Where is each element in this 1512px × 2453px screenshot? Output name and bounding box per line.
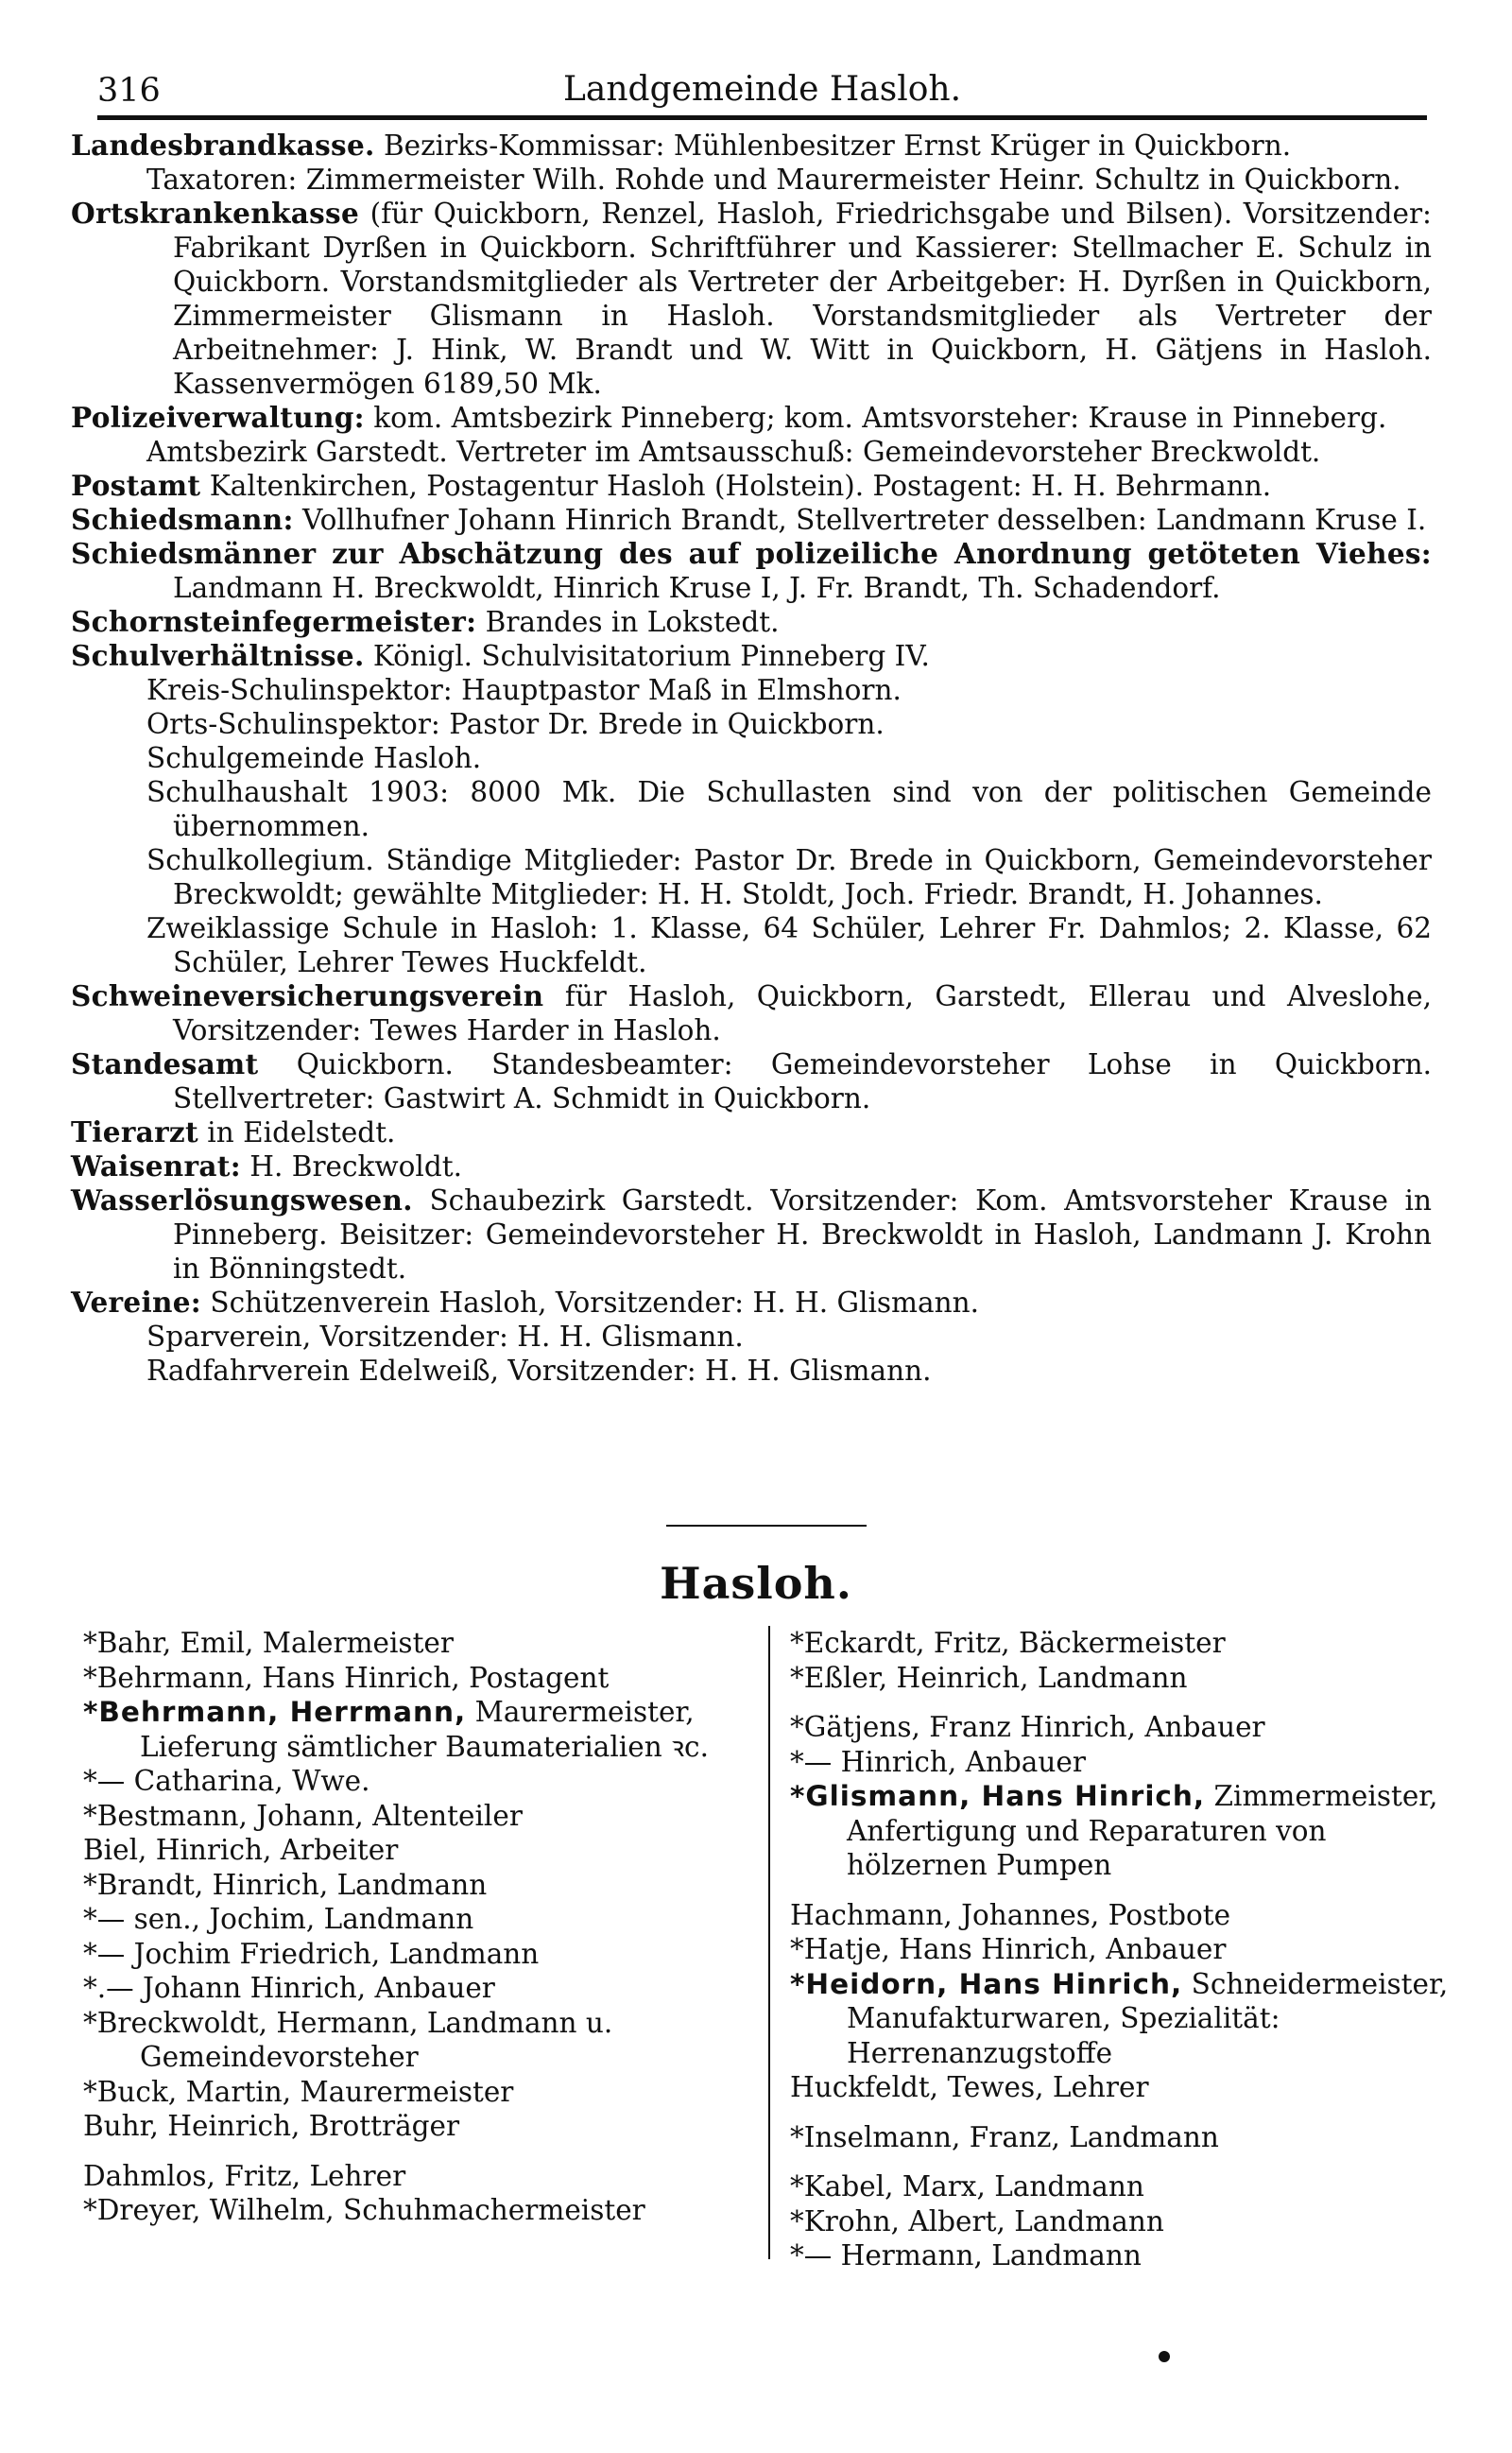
list-item: *— sen., Jochim, Landmann bbox=[83, 1903, 474, 1935]
entry-tierarzt: Tierarzt in Eidelstedt. bbox=[71, 1115, 396, 1149]
list-item: *Behrmann, Hans Hinrich, Postagent bbox=[83, 1661, 610, 1694]
list-item: *Eßler, Heinrich, Landmann bbox=[790, 1661, 1188, 1694]
list-item: *Brandt, Hinrich, Landmann bbox=[83, 1868, 488, 1901]
entry-waisenrat: Waisenrat: H. Breckwoldt. bbox=[71, 1149, 462, 1183]
entry-postamt: Postamt Kaltenkirchen, Postagentur Hasloh (Holstein). Postagent: H. H. Behrmann. bbox=[71, 469, 1272, 502]
entry-schiedsmaenner: Schiedsmänner zur Abschätzung des auf polizeiliche Anordnung getöteten Viehes: Landmann H. Breckwoldt, Hinrich Kruse I, J. Fr. Brandt, Th. Schadendorf. bbox=[71, 537, 1432, 604]
spacer bbox=[790, 1883, 1452, 1898]
list-item: *Heidorn, Hans Hinrich, Schneidermeister, Manufakturwaren, Spezialität: Herrenanzugstoffe bbox=[790, 1967, 1449, 2069]
entry-schulverhaeltnisse: Schulverhältnisse. Königl. Schulvisitatorium Pinneberg IV. bbox=[71, 639, 930, 672]
entry-zweiklassige-schule: Zweiklassige Schule in Hasloh: 1. Klasse, 64 Schüler, Lehrer Fr. Dahmlos; 2. Klasse, 62 Schüler, Lehrer Tewes Huckfeldt. bbox=[146, 912, 1432, 978]
list-item: *Behrmann, Herrmann, Maurermeister, Lieferung sämtlicher Baumaterialien ꝛc. bbox=[83, 1696, 709, 1763]
entry-polizeiverwaltung: Polizeiverwaltung: kom. Amtsbezirk Pinneberg; kom. Amtsvorsteher: Krause in Pinneberg. bbox=[71, 401, 1387, 434]
spacer bbox=[83, 2144, 756, 2159]
entry-schiedsmann: Schiedsmann: Vollhufner Johann Hinrich Brandt, Stellvertreter desselben: Landmann Kruse I. bbox=[71, 503, 1427, 536]
list-item: *Krohn, Albert, Landmann bbox=[790, 2204, 1164, 2237]
list-item: *Kabel, Marx, Landmann bbox=[790, 2170, 1144, 2203]
ink-dot bbox=[1159, 2351, 1170, 2362]
column-rule bbox=[768, 1626, 770, 2259]
list-item: *Glismann, Hans Hinrich, Zimmermeister, Anfertigung und Reparaturen von hölzernen Pumpen bbox=[790, 1780, 1438, 1881]
page-header bbox=[97, 66, 1427, 120]
entry-kreis-schulinspektor: Kreis-Schulinspektor: Hauptpastor Maß in Elmshorn. bbox=[146, 674, 902, 706]
list-item: Buhr, Heinrich, Brotträger bbox=[83, 2110, 460, 2142]
list-item: *Eckardt, Fritz, Bäckermeister bbox=[790, 1627, 1226, 1659]
list-item: *Bestmann, Johann, Altenteiler bbox=[83, 1799, 523, 1832]
running-head: Landgemeinde Hasloh. bbox=[562, 70, 962, 109]
entry-schulkollegium: Schulkollegium. Ständige Mitglieder: Pastor Dr. Brede in Quickborn, Gemeindevorsteher Breckwoldt; gewählte Mitglieder: H. H. Stoldt, Joch. Friedr. Brandt, H. Johannes. bbox=[146, 844, 1432, 910]
residents-left-column bbox=[83, 1626, 756, 2228]
list-item: *Bahr, Emil, Malermeister bbox=[83, 1627, 454, 1659]
entry-taxatoren: Taxatoren: Zimmermeister Wilh. Rohde und Maurermeister Heinr. Schultz in Quickborn. bbox=[146, 164, 1401, 196]
entry-schulgemeinde: Schulgemeinde Hasloh. bbox=[146, 742, 482, 774]
spacer bbox=[790, 2154, 1452, 2169]
entry-wasserloesungswesen: Wasserlösungswesen. Schaubezirk Garstedt. Vorsitzender: Kom. Amtsvorsteher Krause in Pinneberg. Beisitzer: Gemeindevorsteher H. Breckwoldt in Hasloh, Landmann J. Krohn in Bönningstedt. bbox=[71, 1183, 1432, 1285]
entry-ortskrankenkasse: Ortskrankenkasse (für Quickborn, Renzel, Hasloh, Friedrichsgabe und Bilsen). Vorsitzender: Fabrikant Dyrßen in Quickborn. Schriftführer und Kassierer: Stellmacher E. Schulz in Quickborn. Vorstandsmitglieder als Vertreter der Arbeitgeber: H. Dyrßen in Quickborn, Zimmermeister Glismann in Hasloh. Vorstandsmitglieder als Vertreter der Arbeitnehmer: J. Hink, W. Brandt und W. Witt in Quickborn, H. Gätjens in Hasloh. Kassenvermögen 6189,50 Mk. bbox=[71, 197, 1432, 400]
directory-entries bbox=[71, 129, 1432, 1388]
entry-schulhaushalt: Schulhaushalt 1903: 8000 Mk. Die Schullasten sind von der politischen Gemeinde übernommen. bbox=[146, 776, 1432, 842]
list-item: *— Jochim Friedrich, Landmann bbox=[83, 1937, 540, 1970]
spacer bbox=[790, 1695, 1452, 1710]
entry-sparverein: Sparverein, Vorsitzender: H. H. Glismann. bbox=[146, 1321, 744, 1353]
entry-schweineversicherungsverein: Schweineversicherungsverein für Hasloh, Quickborn, Garstedt, Ellerau und Alveslohe, Vorsitzender: Tewes Harder in Hasloh. bbox=[71, 979, 1432, 1046]
list-item: Dahmlos, Fritz, Lehrer bbox=[83, 2159, 406, 2192]
list-item: *Gätjens, Franz Hinrich, Anbauer bbox=[790, 1711, 1265, 1743]
entry-schornsteinfegermeister: Schornsteinfegermeister: Brandes in Lokstedt. bbox=[71, 605, 780, 638]
list-item: Biel, Hinrich, Arbeiter bbox=[83, 1834, 399, 1866]
entry-vereine: Vereine: Schützenverein Hasloh, Vorsitzender: H. H. Glismann. bbox=[71, 1286, 979, 1319]
list-item: *Inselmann, Franz, Landmann bbox=[790, 2120, 1219, 2153]
entry-orts-schulinspektor: Orts-Schulinspektor: Pastor Dr. Brede in Quickborn. bbox=[146, 708, 885, 740]
list-item: *— Hinrich, Anbauer bbox=[790, 1745, 1086, 1778]
spacer bbox=[790, 2105, 1452, 2120]
list-item: *Dreyer, Wilhelm, Schuhmachermeister bbox=[83, 2194, 645, 2226]
entry-amtsbezirk-garstedt: Amtsbezirk Garstedt. Vertreter im Amtsausschuß: Gemeindevorsteher Breckwoldt. bbox=[146, 436, 1321, 468]
list-item: *— Hermann, Landmann bbox=[790, 2239, 1142, 2272]
entry-radfahrverein: Radfahrverein Edelweiß, Vorsitzender: H. H. Glismann. bbox=[146, 1355, 932, 1387]
list-item: *.— Johann Hinrich, Anbauer bbox=[83, 1972, 495, 2004]
section-divider bbox=[666, 1525, 867, 1527]
list-item: *Buck, Martin, Maurermeister bbox=[83, 2075, 514, 2108]
list-item: *Breckwoldt, Hermann, Landmann u. Gemeindevorsteher bbox=[83, 2006, 613, 2073]
entry-landesbrandkasse: Landesbrandkasse. Bezirks-Kommissar: Mühlenbesitzer Ernst Krüger in Quickborn. bbox=[71, 129, 1292, 162]
list-item: *Hatje, Hans Hinrich, Anbauer bbox=[790, 1933, 1227, 1965]
list-item: Hachmann, Johannes, Postbote bbox=[790, 1898, 1231, 1931]
residents-right-column bbox=[790, 1626, 1452, 2273]
section-title: Hasloh. bbox=[660, 1558, 852, 1609]
entry-standesamt: Standesamt Quickborn. Standesbeamter: Gemeindevorsteher Lohse in Quickborn. Stellvertreter: Gastwirt A. Schmidt in Quickborn. bbox=[71, 1047, 1432, 1114]
list-item: *— Catharina, Wwe. bbox=[83, 1765, 370, 1797]
list-item: Huckfeldt, Tewes, Lehrer bbox=[790, 2071, 1149, 2103]
page-number: 316 bbox=[97, 72, 161, 110]
